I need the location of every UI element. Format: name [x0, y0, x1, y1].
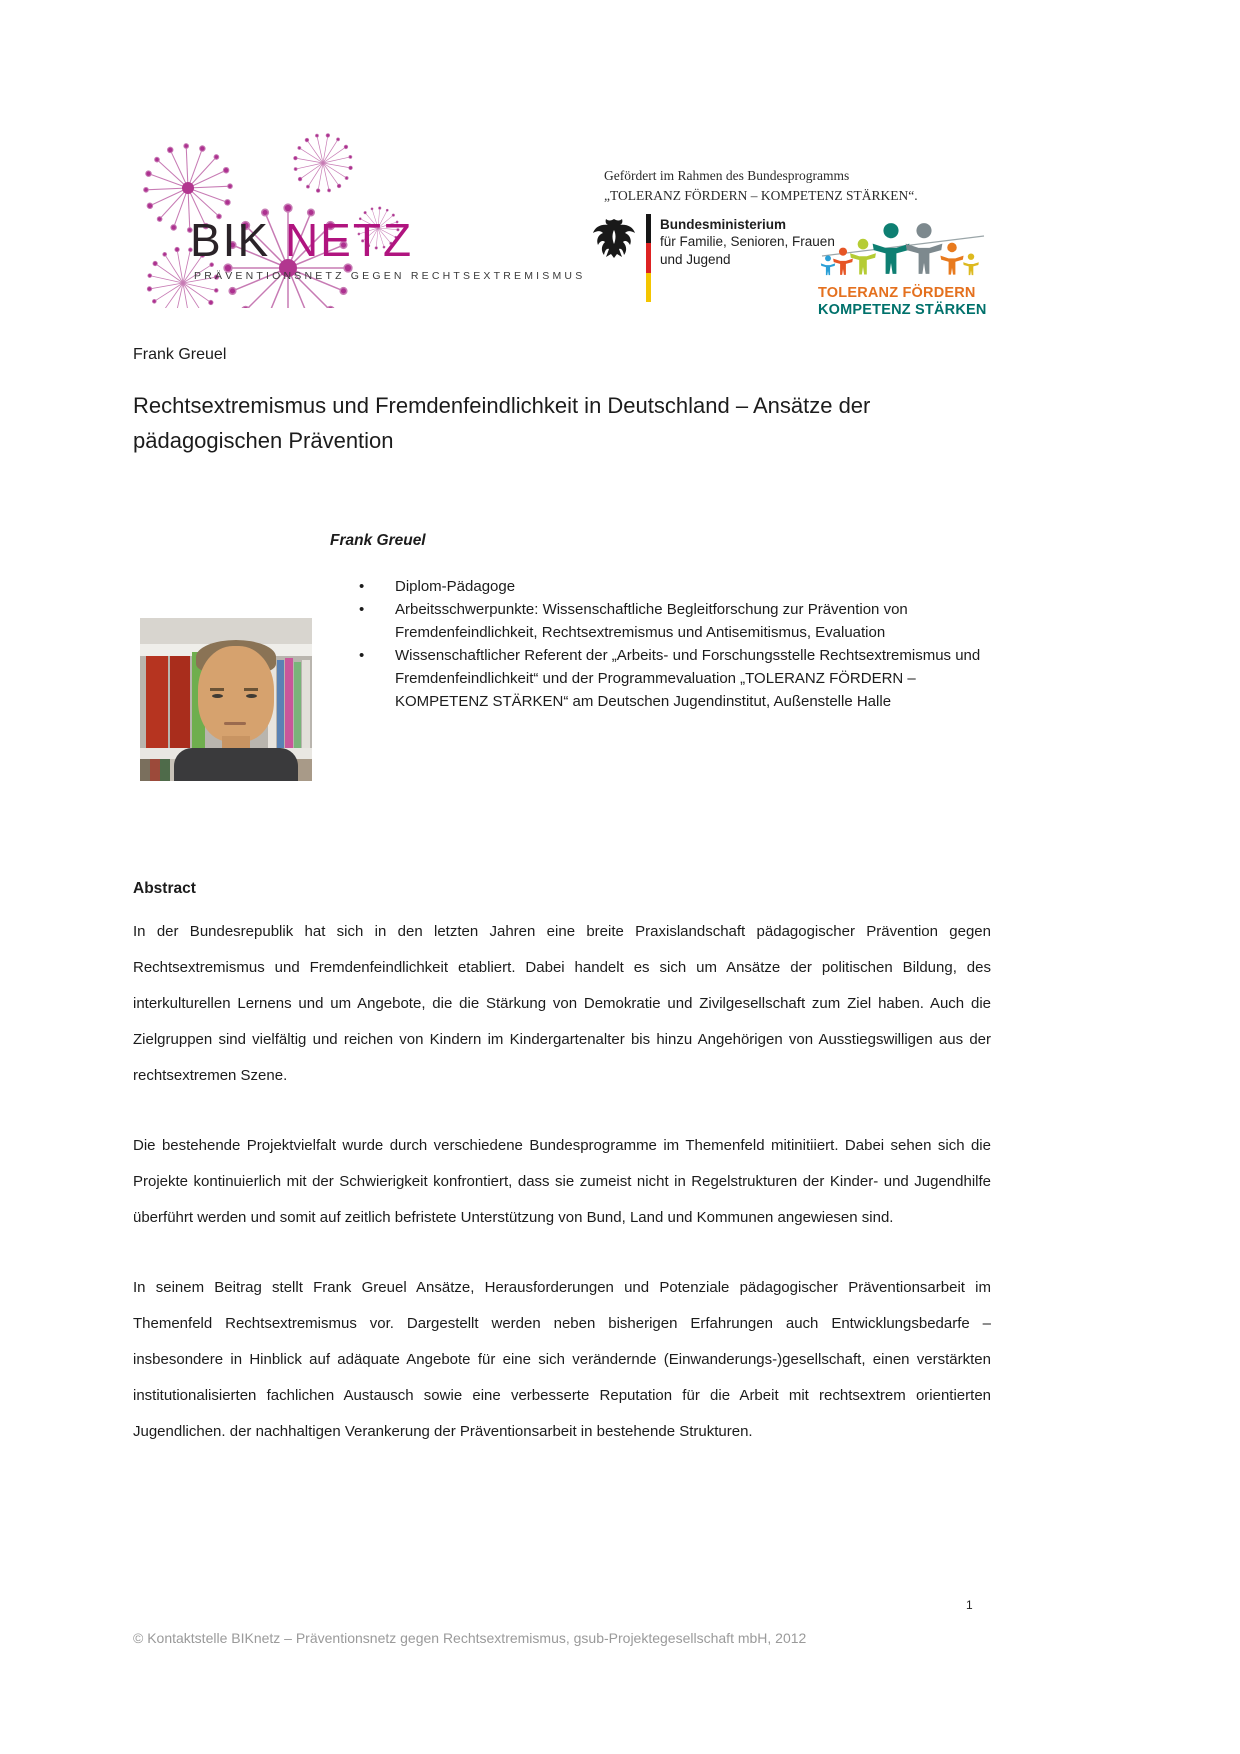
funding-note — [604, 166, 918, 205]
biknetz-wordmark-bik: BIK — [190, 214, 271, 266]
bio-bullet-list — [355, 576, 991, 714]
page-title: Rechtsextremismus und Fremdenfeindlichkeit in Deutschland – Ansätze der pädagogischen Prävention — [133, 393, 871, 454]
people-chain-icon — [818, 218, 988, 278]
bio-bullet-item: • Arbeitsschwerpunkte: Wissenschaftliche Begleitforschung zur Prävention von Fremdenfeindlichkeit, Rechtsextremismus und Antisemitismus, Evaluation — [355, 599, 991, 645]
portrait-photo — [140, 618, 312, 781]
ministry-name-line3: und Jugend — [660, 251, 731, 267]
german-flag-stripe — [646, 214, 651, 302]
abstract-heading: Abstract — [133, 880, 196, 898]
photo-book-spine — [277, 660, 284, 748]
biknetz-wordmark — [190, 213, 413, 267]
ministry-logo — [588, 214, 835, 302]
funding-note-line1: Gefördert im Rahmen des Bundesprogramms — [604, 168, 850, 183]
photo-shoulders — [174, 748, 298, 781]
biknetz-logo-subtitle: PRÄVENTIONSNETZ GEGEN RECHTSEXTREMISMUS — [194, 270, 586, 282]
photo-book-spine — [294, 662, 301, 748]
abstract-text — [133, 914, 991, 1450]
photo-book-spine — [170, 656, 190, 748]
page-number: 1 — [966, 1598, 973, 1612]
photo-book-spine — [146, 656, 168, 748]
photo-book-spine — [285, 658, 293, 748]
program-logo — [818, 218, 988, 318]
ministry-name-line2: für Familie, Senioren, Frauen — [660, 234, 835, 250]
photo-eyebrow — [244, 688, 258, 691]
biknetz-logo — [128, 118, 586, 303]
program-logo-line2: KOMPETENZ STÄRKEN — [818, 301, 987, 318]
article-body — [133, 346, 991, 1450]
bio-name: Frank Greuel — [330, 532, 426, 550]
author-line: Frank Greuel — [133, 346, 227, 363]
photo-face — [198, 646, 274, 742]
ministry-name — [660, 214, 835, 268]
abstract-paragraph: Die bestehende Projektvielfalt wurde durch verschiedene Bundesprogramme im Themenfeld mitinitiiert. Dabei sehen sich die Projekte kontinuierlich mit der Schwierigkeit konfrontiert, dass sie zumeist nicht in Regelstrukturen der Kinder- und Jugendhilfe überführt werden und somit auf zeitlich befristete Unterstützung von Bund, Land und Kommunen angewiesen sind. — [133, 1137, 991, 1227]
bio-bullet-item: • Wissenschaftlicher Referent der „Arbeits- und Forschungsstelle Rechtsextremismus und Fremdenfeindlichkeit“ und der Programmevaluation „TOLERANZ FÖRDERN – KOMPETENZ STÄRKEN“ am Deutschen Jugendinstitut, Außenstelle Halle — [355, 645, 991, 714]
footer-copyright: © Kontaktstelle BIKnetz – Präventionsnetz gegen Rechtsextremismus, gsub-Projektegesellschaft mbH, 2012 — [133, 1630, 807, 1646]
photo-eyebrow — [210, 688, 224, 691]
program-logo-line1: TOLERANZ FÖRDERN — [818, 285, 976, 301]
bio-bullet-item: • Diplom-Pädagoge — [355, 576, 991, 599]
federal-eagle-icon — [588, 216, 640, 266]
funding-note-line2: „TOLERANZ FÖRDERN – KOMPETENZ STÄRKEN“. — [604, 187, 918, 203]
abstract-paragraph: In seinem Beitrag stellt Frank Greuel Ansätze, Herausforderungen und Potenziale pädagogischer Präventionsarbeit im Themenfeld Rechtsextremismus vor. Dargestellt werden neben bisherigen Erfahrungen auch Entwicklungsbedarfe – insbesondere in Hinblick auf adäquate Angebote für eine sich verändernde (Einwanderungs-)gesellschaft, einen verstärkten institutionalisierten fachlichen Austausch sowie eine verbesserte Reputation für die Arbeit mit rechtsextrem orientierten Jugendlichen. der nachhaltigen Verankerung der Präventionsarbeit in bestehende Strukturen. — [133, 1279, 991, 1441]
author-bio-section — [133, 532, 991, 844]
abstract-paragraph: In der Bundesrepublik hat sich in den letzten Jahren eine breite Praxislandschaft pädagogischer Prävention gegen Rechtsextremismus und Fremdenfeindlichkeit etabliert. Dabei handelt es sich um Ansätze der politischen Bildung, des interkulturellen Lernens und um Angebote, die die Stärkung von Demokratie und Zivilgesellschaft zum Ziel haben. Auch die Zielgruppen sind vielfältig und reichen von Kindern im Kindergartenalter bis hinzu Angehörigen von Ausstiegswilligen aus der rechtsextremen Szene. — [133, 923, 991, 1085]
ministry-name-line1: Bundesministerium — [660, 217, 787, 232]
biknetz-wordmark-netz: NETZ — [284, 214, 414, 266]
photo-book-spine — [302, 660, 310, 748]
photo-mouth — [224, 722, 246, 725]
